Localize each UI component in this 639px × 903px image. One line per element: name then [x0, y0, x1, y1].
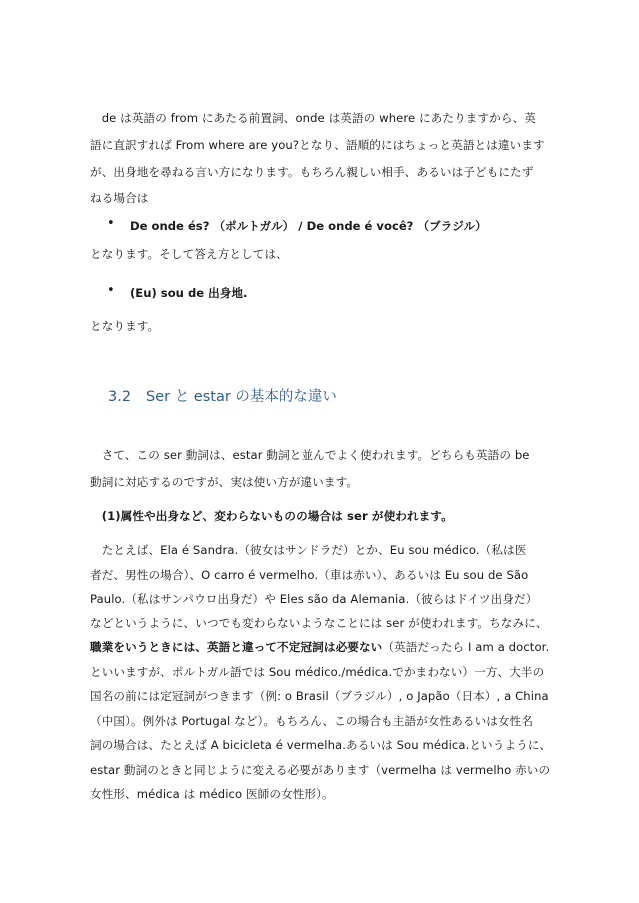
intro-line-1: de は英語の from にあたる前置詞、onde は英語の where にあたりますから、英	[90, 111, 536, 125]
after-bullet-2: となります。	[90, 319, 160, 333]
para2-line-2: 者だ、男性の場合）、O carro é vermelho.（車は赤い）、あるいは Eu sou de São	[90, 568, 529, 582]
bullet-icon: •	[107, 216, 115, 231]
section-title: Ser と estar の基本的な違い	[146, 389, 337, 405]
para2-line-4: などというように、いつでも変わらないようなことには ser が使われます。ちなみに、	[90, 616, 548, 630]
after-bullet-1: となります。そして答え方としては、	[90, 247, 288, 261]
intro-line-4: ねる場合は	[90, 191, 149, 205]
para2-line-1: たとえば、Ela é Sandra.（彼女はサンドラだ）とか、Eu sou médico.（私は医	[90, 543, 527, 557]
para3-line-2: 国名の前には定冠詞がつきます（例: o Brasil（ブラジル）, o Japão（日本）, a China	[90, 689, 549, 703]
para2-line-3: Paulo.（私はサンパウロ出身だ）や Eles são da Alemania.（彼らはドイツ出身だ）	[90, 592, 538, 606]
para1-line-1: さて、この ser 動詞は、estar 動詞と並んでよく使われます。どちらも英語の be	[90, 448, 530, 462]
para1-line-2: 動詞に対応するのですが、実は使い方が違います。	[90, 475, 359, 489]
para3-line-4: 詞の場合は、たとえば A bicicleta é vermelha.あるいは Sou médica.というように、	[90, 738, 552, 752]
para3-line-5: estar 動詞のときと同じように変える必要があります（vermelha は vermelho 赤いの	[90, 763, 551, 777]
bold-tail: （英語だったら I am a doctor.	[382, 640, 550, 654]
para3-line-6: 女性形、médica は médico 医師の女性形）。	[90, 787, 334, 801]
bullet-icon: •	[107, 283, 115, 298]
para2-line-5	[90, 639, 549, 655]
para3-line-3: （中国）。例外は Portugal など）。もちろん、この場合も主語が女性あるいは女性名	[90, 714, 534, 728]
bullet-item-question: De onde és? （ポルトガル） / De onde é você? （ブラジル）	[130, 219, 487, 233]
bold-emphasis: 職業をいうときには、英語と違って不定冠詞は必要ない	[90, 640, 383, 654]
section-number: 3.2	[108, 389, 132, 405]
bullet-item-answer: (Eu) sou de 出身地.	[130, 286, 248, 300]
section-heading	[108, 385, 337, 406]
intro-line-3: が、出身地を尋ねる言い方になります。もちろん親しい相手、あるいは子どもにたず	[90, 165, 534, 179]
intro-line-2: 語に直訳すれば From where are you?となり、語順的にはちょっと英語とは違います	[90, 138, 545, 152]
para3-line-1: といいますが、ポルトガル語では Sou médico./médica.でかまわない）一方、大半の	[90, 665, 545, 679]
subheading: (1)属性や出身など、変わらないものの場合は ser が使われます。	[90, 509, 453, 523]
